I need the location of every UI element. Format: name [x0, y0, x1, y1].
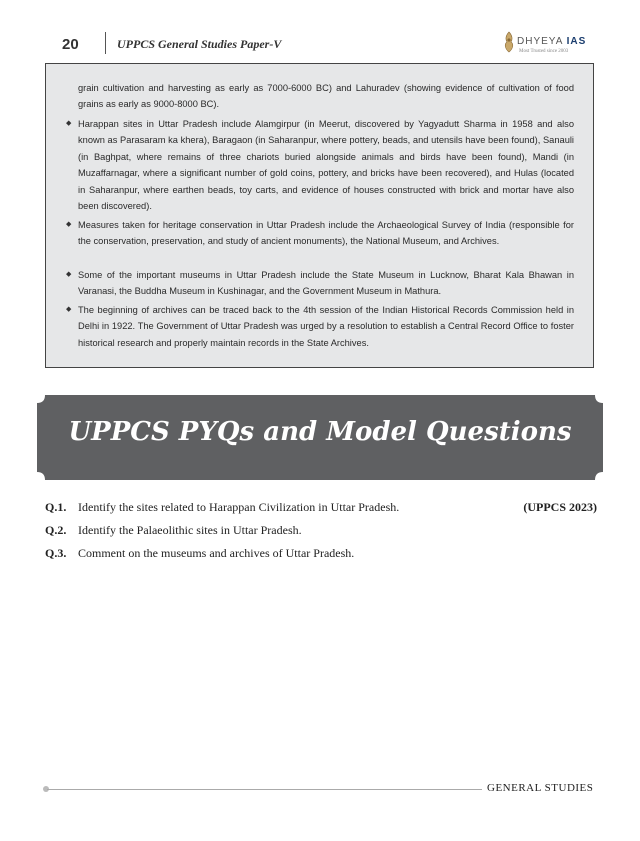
footer-rule — [47, 789, 482, 790]
section-title: UPPCS PYQs and Model Questions — [68, 417, 572, 447]
book-title: UPPCS General Studies Paper-V — [117, 37, 282, 51]
question-row — [45, 546, 597, 564]
logo-name: DHYEYA IAS — [517, 36, 587, 47]
page-number: 20 — [62, 36, 79, 53]
bullet-text: Measures taken for heritage conservation in Uttar Pradesh include the Archaeological Survey of India (responsible for the conservation, preservation, and study of ancient monuments), the National Museum, and Archives. — [78, 220, 574, 247]
question-text: Comment on the museums and archives of Uttar Pradesh. — [78, 546, 355, 560]
question-row — [45, 523, 597, 541]
bullet-diamond-icon: ◆ — [66, 220, 72, 228]
question-source-tag: (UPPCS 2023) — [523, 500, 597, 514]
logo-tagline: Most Trusted since 2003 — [519, 49, 569, 54]
question-number: Q.1. — [45, 500, 67, 514]
bullet-text: Some of the important museums in Uttar Pradesh include the State Museum in Lucknow, Bharat Kala Bhawan in Varanasi, the Buddha Museum in Kushinagar, and the Government Museum in Mathura. — [78, 270, 574, 297]
dhyeya-ias-logo — [503, 31, 597, 57]
summary-box — [45, 63, 594, 368]
bullet-diamond-icon: ◆ — [66, 305, 72, 313]
logo-emblem-icon — [503, 31, 515, 53]
section-banner — [37, 395, 603, 480]
footer-label: GENERAL STUDIES — [487, 782, 594, 794]
question-number: Q.2. — [45, 523, 67, 537]
question-number: Q.3. — [45, 546, 67, 560]
header-divider — [105, 32, 106, 54]
summary-intro: grain cultivation and harvesting as early as 7000-6000 BC) and Lahuradev (showing evidence of cultivation of food grains as early as 9000-8000 BC). — [78, 83, 574, 110]
question-text: Identify the sites related to Harappan Civilization in Uttar Pradesh. — [78, 500, 400, 514]
bullet-diamond-icon: ◆ — [66, 270, 72, 278]
bullet-text: The beginning of archives can be traced back to the 4th session of the Indian Historical Records Commission held in Delhi in 1922. The Government of Uttar Pradesh was urged by a resolution to establish a Central Record Office to foster historical research and properly maintain records in the State Archives. — [78, 305, 574, 348]
question-text: Identify the Palaeolithic sites in Uttar Pradesh. — [78, 523, 302, 537]
bullet-diamond-icon: ◆ — [66, 119, 72, 127]
bullet-text: Harappan sites in Uttar Pradesh include Alamgirpur (in Meerut, discovered by Yagyadutt Sharma in 1958 and also known as Parasaram ka khera), Baragaon (in Saharanpur, where pottery, beads, and utensils have been found), Sanauli (in Baghpat, where remains of three chariots buried alongside animals and birds have been found), Mandi (in Muzaffarnagar, where a significant number of gold coins, pottery, and bricks have been recovered), and Hulas (located in Saharanpur, where earthen beads, toy carts, and evidence of houses constructed with brick and mortar have also been discovered). — [78, 119, 574, 212]
question-row — [45, 500, 597, 518]
page-header — [0, 30, 640, 60]
